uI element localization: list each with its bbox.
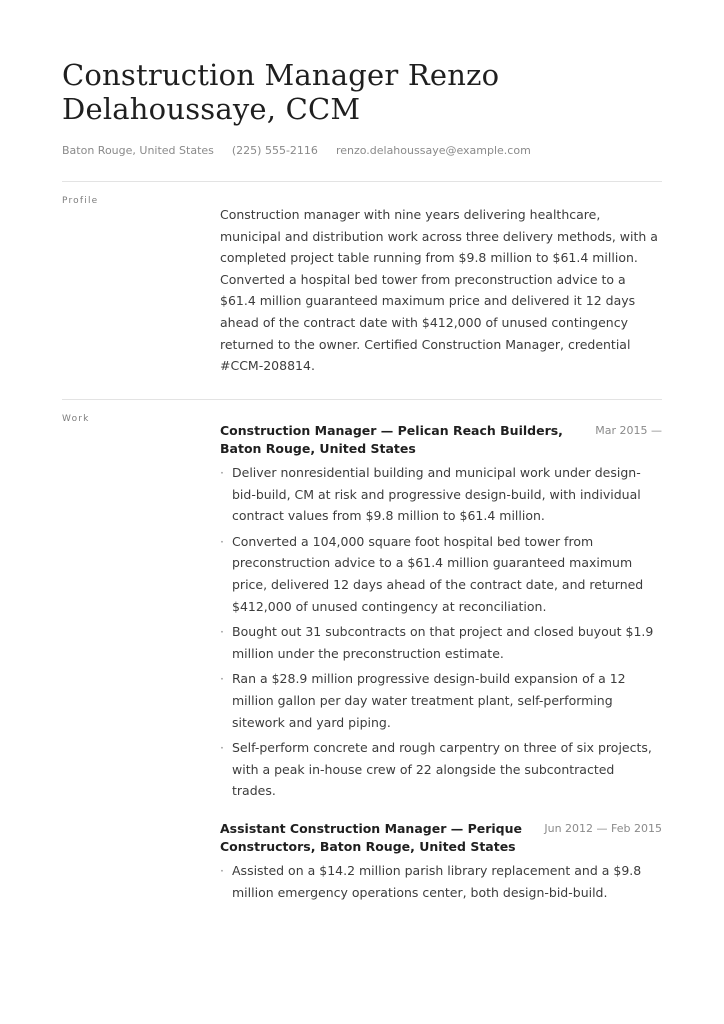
profile-body <box>220 182 662 399</box>
job-header <box>220 422 662 458</box>
job-dates: Jun 2012 — Feb 2015 <box>544 821 662 835</box>
work-section <box>62 400 662 907</box>
resume-page <box>62 0 662 907</box>
contact-email: renzo.delahoussaye@example.com <box>335 144 531 157</box>
contact-location: Baton Rouge, United States <box>62 144 214 157</box>
contact-phone: (225) 555-2116 <box>231 144 318 157</box>
job-entry <box>220 422 662 802</box>
work-label: Work <box>62 414 90 424</box>
job-bullets <box>220 860 662 903</box>
profile-section <box>62 182 662 399</box>
job-dates: Mar 2015 — <box>595 424 662 437</box>
job-bullet: · Assisted on a $14.2 million parish library replacement and a $9.8 million emergency operations center, both design-bid-build. <box>220 860 662 903</box>
job-bullet: · Bought out 31 subcontracts on that project and closed buyout $1.9 million under the preconstruction estimate. <box>220 621 662 664</box>
profile-label: Profile <box>62 196 99 206</box>
profile-summary: Construction manager with nine years delivering healthcare, municipal and distribution work across three delivery methods, with a completed project table running from $9.8 million to $61.4 million. Converted a hospital bed tower from preconstruction advice to a $61.4 million guaranteed maximum price and delivered it 12 days ahead of the contract date with $412,000 of unused contingency returned to the owner. Certified Construction Manager, credential #CCM-208814. <box>220 207 658 374</box>
job-title: Assistant Construction Manager — Perique Constructors, Baton Rouge, United States <box>220 820 522 854</box>
job-title: Construction Manager — Pelican Reach Builders, Baton Rouge, United States <box>220 423 563 456</box>
job-entry <box>220 820 662 903</box>
contact-line <box>62 144 662 157</box>
job-bullet: · Converted a 104,000 square foot hospital bed tower from preconstruction advice to a $61.4 million guaranteed maximum price, delivered 12 days ahead of the contract date, and returned $412,000 of unused contingency at reconciliation. <box>220 531 662 617</box>
job-header <box>220 820 662 856</box>
job-bullet: · Deliver nonresidential building and municipal work under design-bid-build, CM at risk and progressive design-build, with individual contract values from $9.8 million to $61.4 million. <box>220 462 662 527</box>
job-bullet: · Ran a $28.9 million progressive design-build expansion of a 12 million gallon per day water treatment plant, self-performing sitework and yard piping. <box>220 668 662 733</box>
candidate-name: Construction Manager Renzo Delahoussaye, CCM <box>62 58 500 126</box>
job-bullets <box>220 462 662 802</box>
job-bullet: · Self-perform concrete and rough carpentry on three of six projects, with a peak in-house crew of 22 alongside the subcontracted trades. <box>220 737 662 802</box>
work-body <box>220 400 662 907</box>
